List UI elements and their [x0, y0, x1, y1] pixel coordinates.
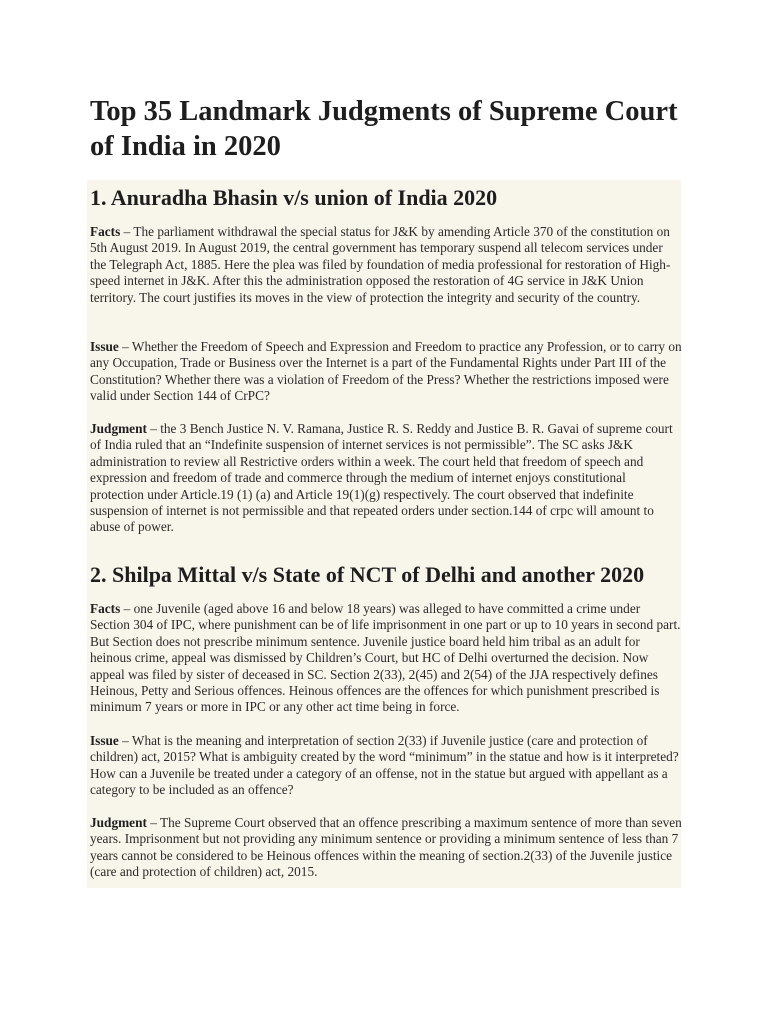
case-judgment [90, 815, 682, 881]
case-judgment [90, 421, 682, 536]
facts-label: Facts [90, 601, 121, 616]
facts-label: Facts [90, 224, 121, 239]
facts-text: – The parliament withdrawal the special status for J&K by amending Article 370 of the constitution on 5th August 2019. In August 2019, the central government has temporary suspend all telecom services under the Telegraph Act, 1885. Here the plea was filed by foundation of media professional for restoration of High-speed internet in J&K. After this the administration opposed the restoration of 4G service in J&K Union territory. The court justifies its moves in the view of protection the integrity and security of the country. [90, 224, 671, 305]
case-facts [90, 224, 682, 306]
issue-text: – What is the meaning and interpretation of section 2(33) if Juvenile justice (care and protection of children) act, 2015? What is ambiguity created by the word “minimum” in the statue and how is it interpreted? How can a Juvenile be treated under a category of an offense, not in the statue but argued with appellant as a category to be included as an offence? [90, 733, 679, 798]
judgment-text: – The Supreme Court observed that an offence prescribing a maximum sentence of more than seven years. Imprisonment but not providing any minimum sentence or providing a minimum sentence of less than 7 years cannot be considered to be Heinous offences within the meaning of section.2(33) of the Juvenile justice (care and protection of children) act, 2015. [90, 815, 682, 880]
judgment-label: Judgment [90, 421, 147, 436]
case-issue [90, 733, 682, 799]
facts-text: – one Juvenile (aged above 16 and below 18 years) was alleged to have committed a crime under Section 304 of IPC, where punishment can be of life imprisonment in one part or up to 10 years in second part. But Section does not prescribe minimum sentence. Juvenile justice board held him tribal as an adult for heinous crime, appeal was dismissed by Children’s Court, but HC of Delhi overturned the decision. Now appeal was filed by sister of deceased in SC. Section 2(33), 2(45) and 2(54) of the JJA respectively defines Heinous, Petty and Serious offences. Heinous offences are the offences for which punishment prescribed is minimum 7 years or more in IPC or any other act time being in force. [90, 601, 681, 715]
page-title: Top 35 Landmark Judgments of Supreme Court of India in 2020 [90, 96, 678, 162]
case-issue [90, 339, 682, 405]
issue-label: Issue [90, 339, 119, 354]
judgment-label: Judgment [90, 815, 147, 830]
judgment-text: – the 3 Bench Justice N. V. Ramana, Justice R. S. Reddy and Justice B. R. Gavai of supreme court of India ruled that an “Indefinite suspension of internet services is not permissible”. The SC asks J&K administration to review all Restrictive orders within a week. The court held that freedom of speech and expression and freedom of trade and commerce through the medium of internet enjoys constitutional protection under Article.19 (1) (a) and Article 19(1)(g) respectively. The court observed that indefinite suspension of internet is not permissible and that repeated orders under section.144 of crpc will amount to abuse of power. [90, 421, 673, 535]
case-heading: 1. Anuradha Bhasin v/s union of India 2020 [90, 185, 498, 210]
case-heading: 2. Shilpa Mittal v/s State of NCT of Delhi and another 2020 [90, 562, 645, 587]
issue-label: Issue [90, 733, 119, 748]
case-facts [90, 601, 682, 716]
issue-text: – Whether the Freedom of Speech and Expression and Freedom to practice any Profession, or to carry on any Occupation, Trade or Business over the Internet is a part of the Fundamental Rights under Part III of the Constitution? Whether there was a violation of Freedom of the Press? Whether the restrictions imposed were valid under Section 144 of CrPC? [90, 339, 682, 404]
